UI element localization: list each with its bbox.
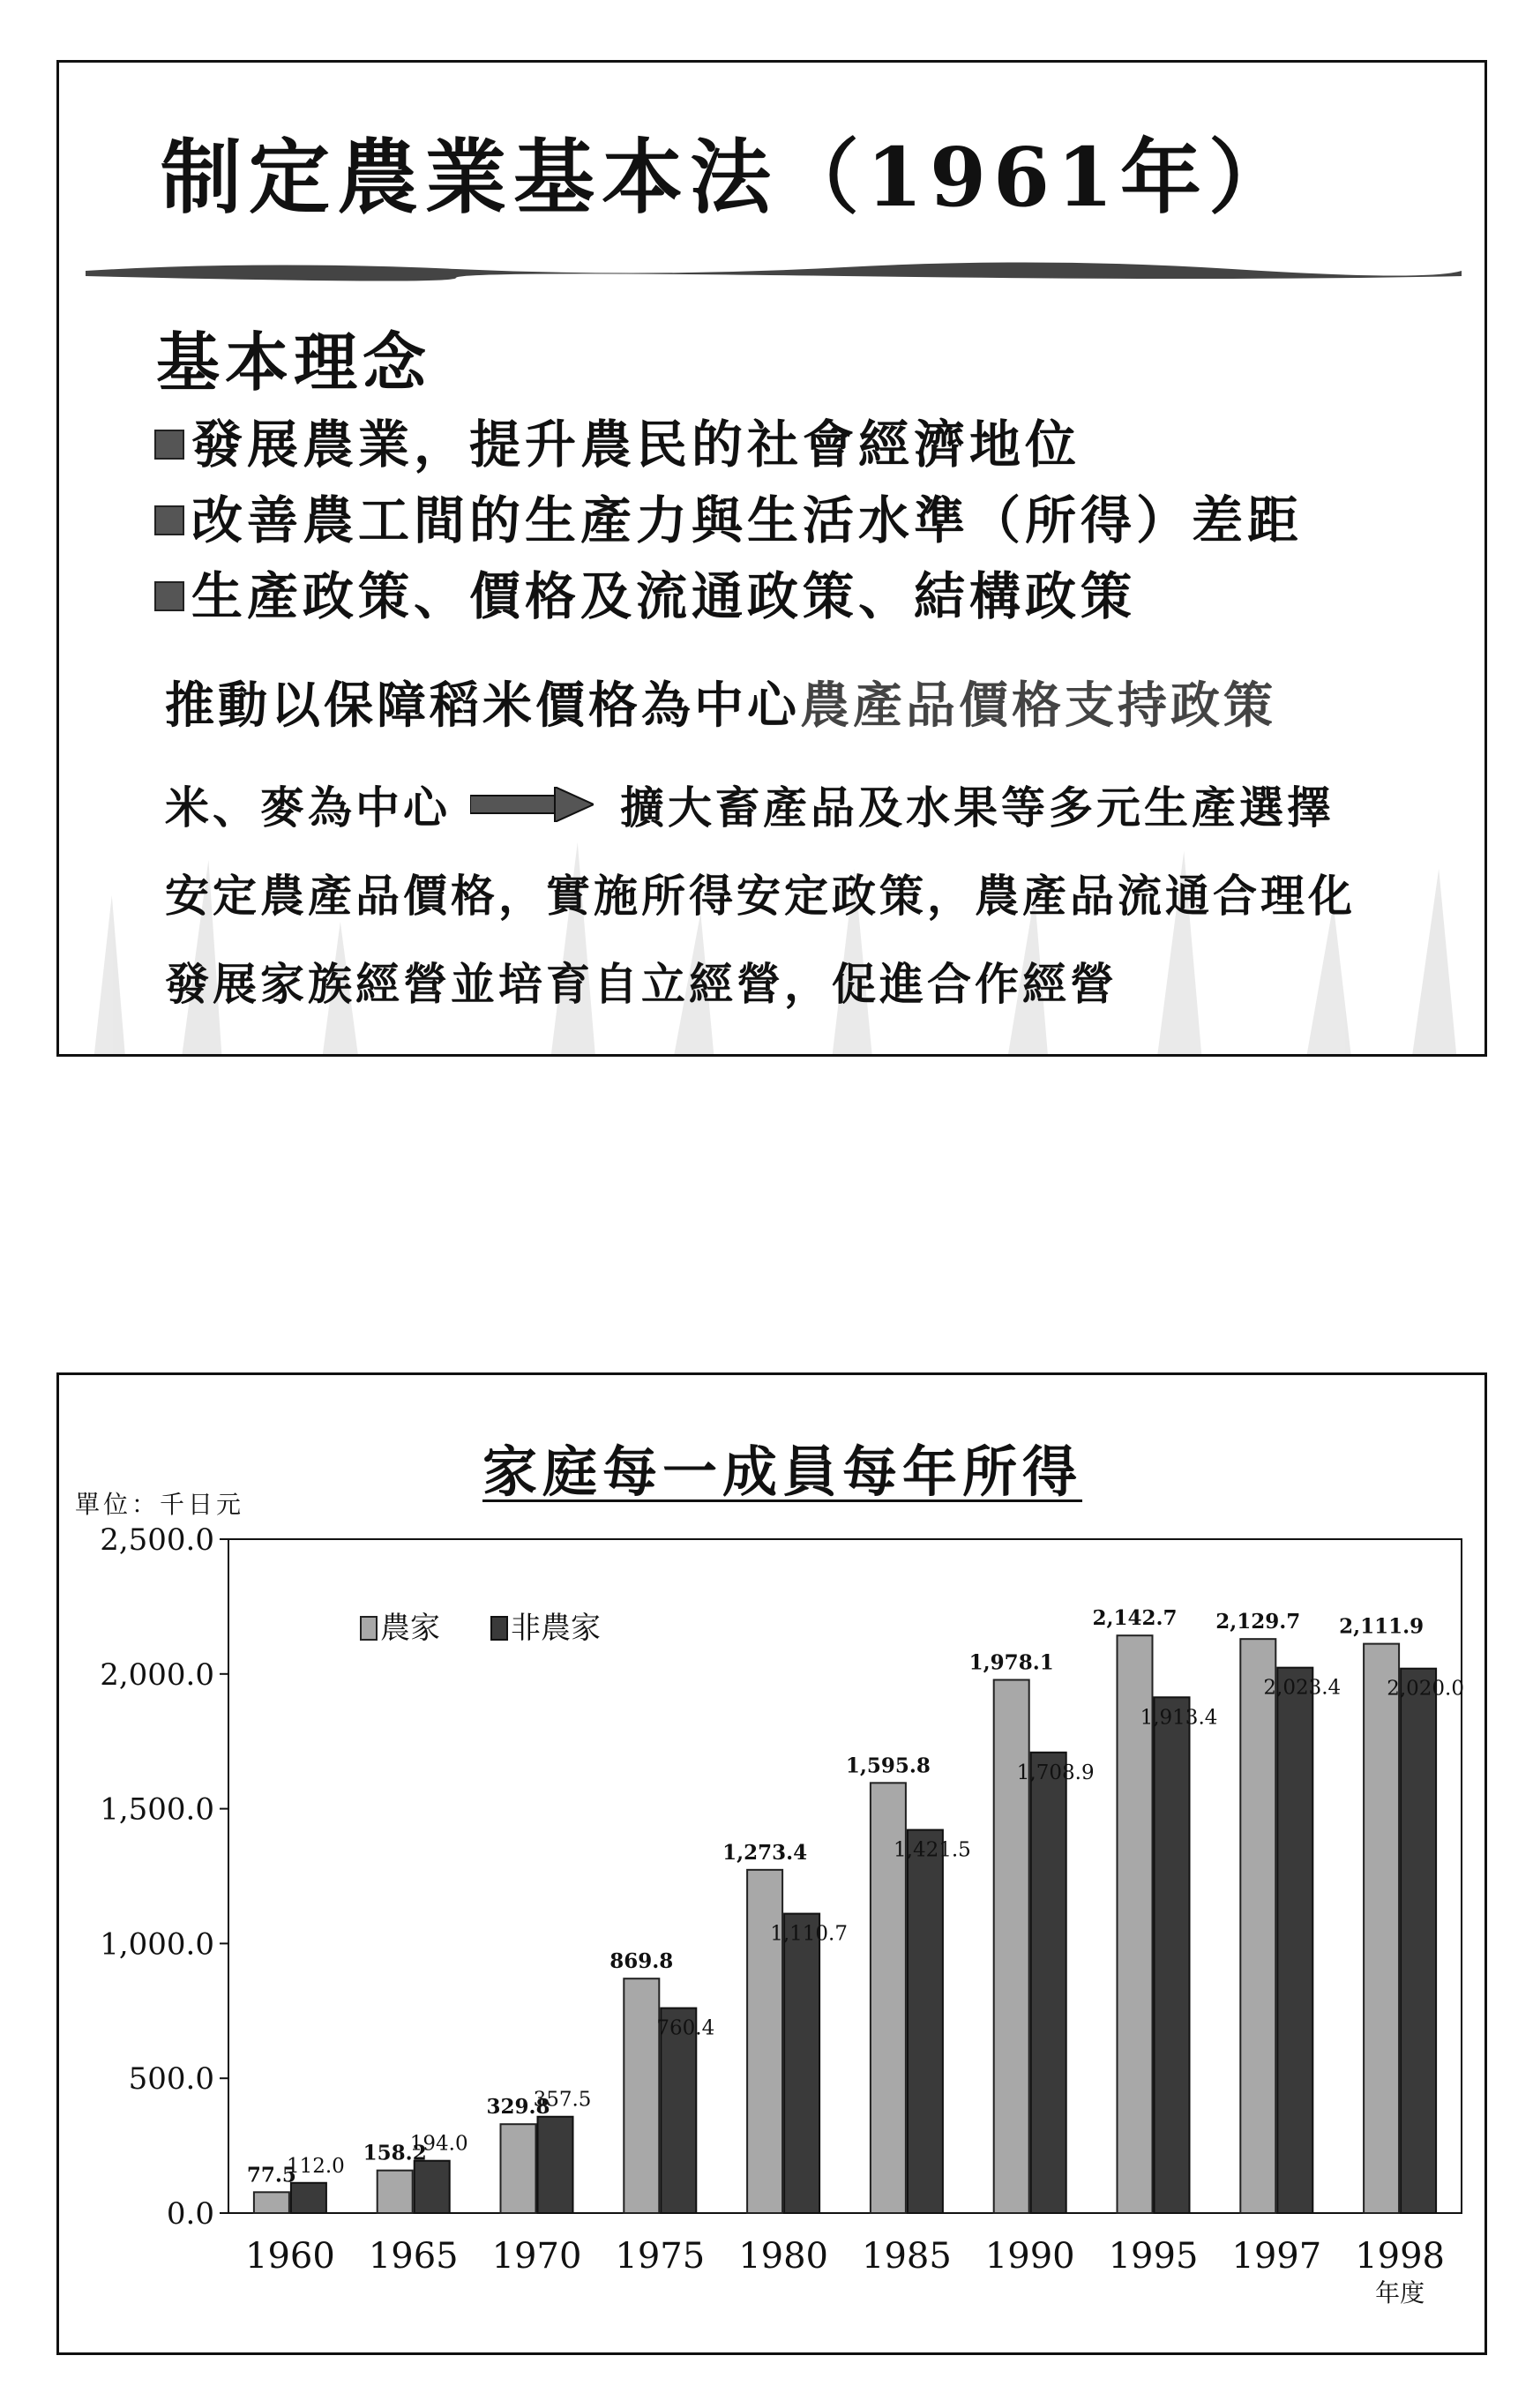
data-label-nonfarm: 1,110.7 bbox=[770, 1922, 848, 1946]
data-label-nonfarm: 2,023.4 bbox=[1263, 1676, 1342, 1700]
data-label-nonfarm: 112.0 bbox=[286, 2154, 345, 2178]
list-item-text: 改善農工間的生產力與生活水準（所得）差距 bbox=[191, 490, 1304, 550]
x-tick-label: 1998 bbox=[1355, 2236, 1445, 2277]
right-arrow-icon bbox=[470, 787, 594, 822]
x-tick-label: 1970 bbox=[491, 2236, 582, 2277]
bar-farm bbox=[747, 1870, 782, 2213]
data-label-nonfarm: 357.5 bbox=[533, 2088, 592, 2112]
square-bullet-icon bbox=[154, 581, 184, 611]
data-label-nonfarm: 2,020.0 bbox=[1387, 1677, 1464, 1701]
y-tick-label: 1,000.0 bbox=[100, 1926, 214, 1963]
slide-income-chart bbox=[56, 1372, 1487, 2355]
bar-nonfarm bbox=[291, 2183, 326, 2213]
data-label-nonfarm: 760.4 bbox=[656, 2016, 715, 2040]
x-axis-label: 年度 bbox=[1375, 2278, 1425, 2307]
price-support-prefix: 推動以保障稻米價格為中心 bbox=[165, 677, 800, 735]
bar-nonfarm bbox=[1277, 1668, 1312, 2213]
data-label-nonfarm: 194.0 bbox=[409, 2132, 468, 2156]
data-label-nonfarm: 1,421.5 bbox=[894, 1838, 971, 1862]
square-bullet-icon bbox=[154, 505, 184, 535]
data-label-farm: 2,111.9 bbox=[1339, 1614, 1425, 1639]
section-heading: 基本理念 bbox=[156, 325, 432, 400]
data-label-farm: 77.5 bbox=[246, 2163, 296, 2187]
unit-label: 單位：千日元 bbox=[75, 1490, 245, 1519]
data-label-nonfarm: 1,913.4 bbox=[1140, 1706, 1218, 1730]
list-item bbox=[154, 407, 1303, 482]
x-tick-label: 1960 bbox=[245, 2236, 335, 2277]
y-tick-label: 500.0 bbox=[128, 2061, 214, 2098]
y-tick-label: 1,500.0 bbox=[100, 1791, 214, 1828]
x-tick-label: 1995 bbox=[1108, 2236, 1199, 2277]
bar-farm bbox=[254, 2192, 289, 2213]
legend-swatch-nonfarm bbox=[491, 1617, 507, 1640]
square-bullet-icon bbox=[154, 430, 184, 460]
list-item-text: 發展農業，提升農民的社會經濟地位 bbox=[191, 415, 1081, 475]
bar-farm bbox=[378, 2171, 413, 2213]
list-item-text: 生產政策、價格及流通政策、結構政策 bbox=[191, 566, 1137, 626]
x-tick-label: 1997 bbox=[1231, 2236, 1322, 2277]
brush-stroke-divider bbox=[86, 258, 1462, 281]
basic-concepts-list bbox=[154, 407, 1303, 634]
flow-to-text: 擴大畜產品及水果等多元生產選擇 bbox=[620, 781, 1335, 834]
family-management-line: 發展家族經營並培育自立經營，促進合作經營 bbox=[165, 958, 1118, 1010]
legend-label-nonfarm: 非農家 bbox=[511, 1611, 601, 1646]
bar-farm bbox=[501, 2124, 536, 2213]
bar-nonfarm bbox=[538, 2117, 573, 2213]
slide-title: 制定農業基本法（1961年） bbox=[161, 130, 1297, 225]
price-support-line bbox=[165, 667, 1276, 737]
x-tick-label: 1990 bbox=[984, 2236, 1075, 2277]
bar-nonfarm bbox=[1401, 1669, 1436, 2213]
bar-nonfarm bbox=[1031, 1753, 1066, 2213]
bar-nonfarm bbox=[1155, 1697, 1190, 2213]
data-label-farm: 1,273.4 bbox=[722, 1840, 808, 1865]
list-item bbox=[154, 558, 1303, 634]
y-tick-label: 2,000.0 bbox=[100, 1656, 214, 1693]
bar-farm bbox=[1364, 1644, 1399, 2213]
data-label-farm: 869.8 bbox=[609, 1949, 674, 1974]
slide-agriculture-basic-law bbox=[56, 60, 1487, 1057]
x-tick-label: 1965 bbox=[368, 2236, 459, 2277]
data-label-farm: 158.2 bbox=[363, 2141, 427, 2165]
data-label-farm: 2,142.7 bbox=[1092, 1606, 1178, 1631]
legend-swatch-farm bbox=[361, 1617, 377, 1640]
price-support-accent: 農產品價格支持政策 bbox=[800, 677, 1276, 735]
data-label-nonfarm: 1,708.9 bbox=[1016, 1761, 1095, 1784]
flow-from-text: 米、麥為中心 bbox=[165, 781, 451, 834]
bar-nonfarm bbox=[784, 1914, 819, 2213]
legend-label-farm: 農家 bbox=[380, 1611, 440, 1646]
y-tick-label: 0.0 bbox=[166, 2196, 214, 2232]
x-tick-label: 1980 bbox=[738, 2236, 828, 2277]
bar-chart bbox=[59, 1375, 1484, 2352]
bar-farm bbox=[1240, 1639, 1275, 2213]
data-label-farm: 1,978.1 bbox=[968, 1650, 1054, 1675]
list-item bbox=[154, 482, 1303, 558]
x-tick-label: 1985 bbox=[862, 2236, 952, 2277]
data-label-farm: 329.8 bbox=[486, 2095, 550, 2120]
y-tick-label: 2,500.0 bbox=[100, 1522, 214, 1558]
bar-nonfarm bbox=[415, 2161, 450, 2213]
bar-nonfarm bbox=[908, 1830, 943, 2213]
production-shift-line bbox=[165, 773, 1335, 836]
data-label-farm: 2,129.7 bbox=[1215, 1610, 1301, 1634]
chart-title: 家庭每一成員每年所得 bbox=[482, 1440, 1083, 1504]
x-tick-label: 1975 bbox=[615, 2236, 706, 2277]
data-label-farm: 1,595.8 bbox=[845, 1754, 931, 1778]
price-stabilization-line: 安定農產品價格，實施所得安定政策，農產品流通合理化 bbox=[165, 870, 1356, 922]
bar-farm bbox=[624, 1978, 659, 2213]
bar-farm bbox=[994, 1679, 1029, 2213]
